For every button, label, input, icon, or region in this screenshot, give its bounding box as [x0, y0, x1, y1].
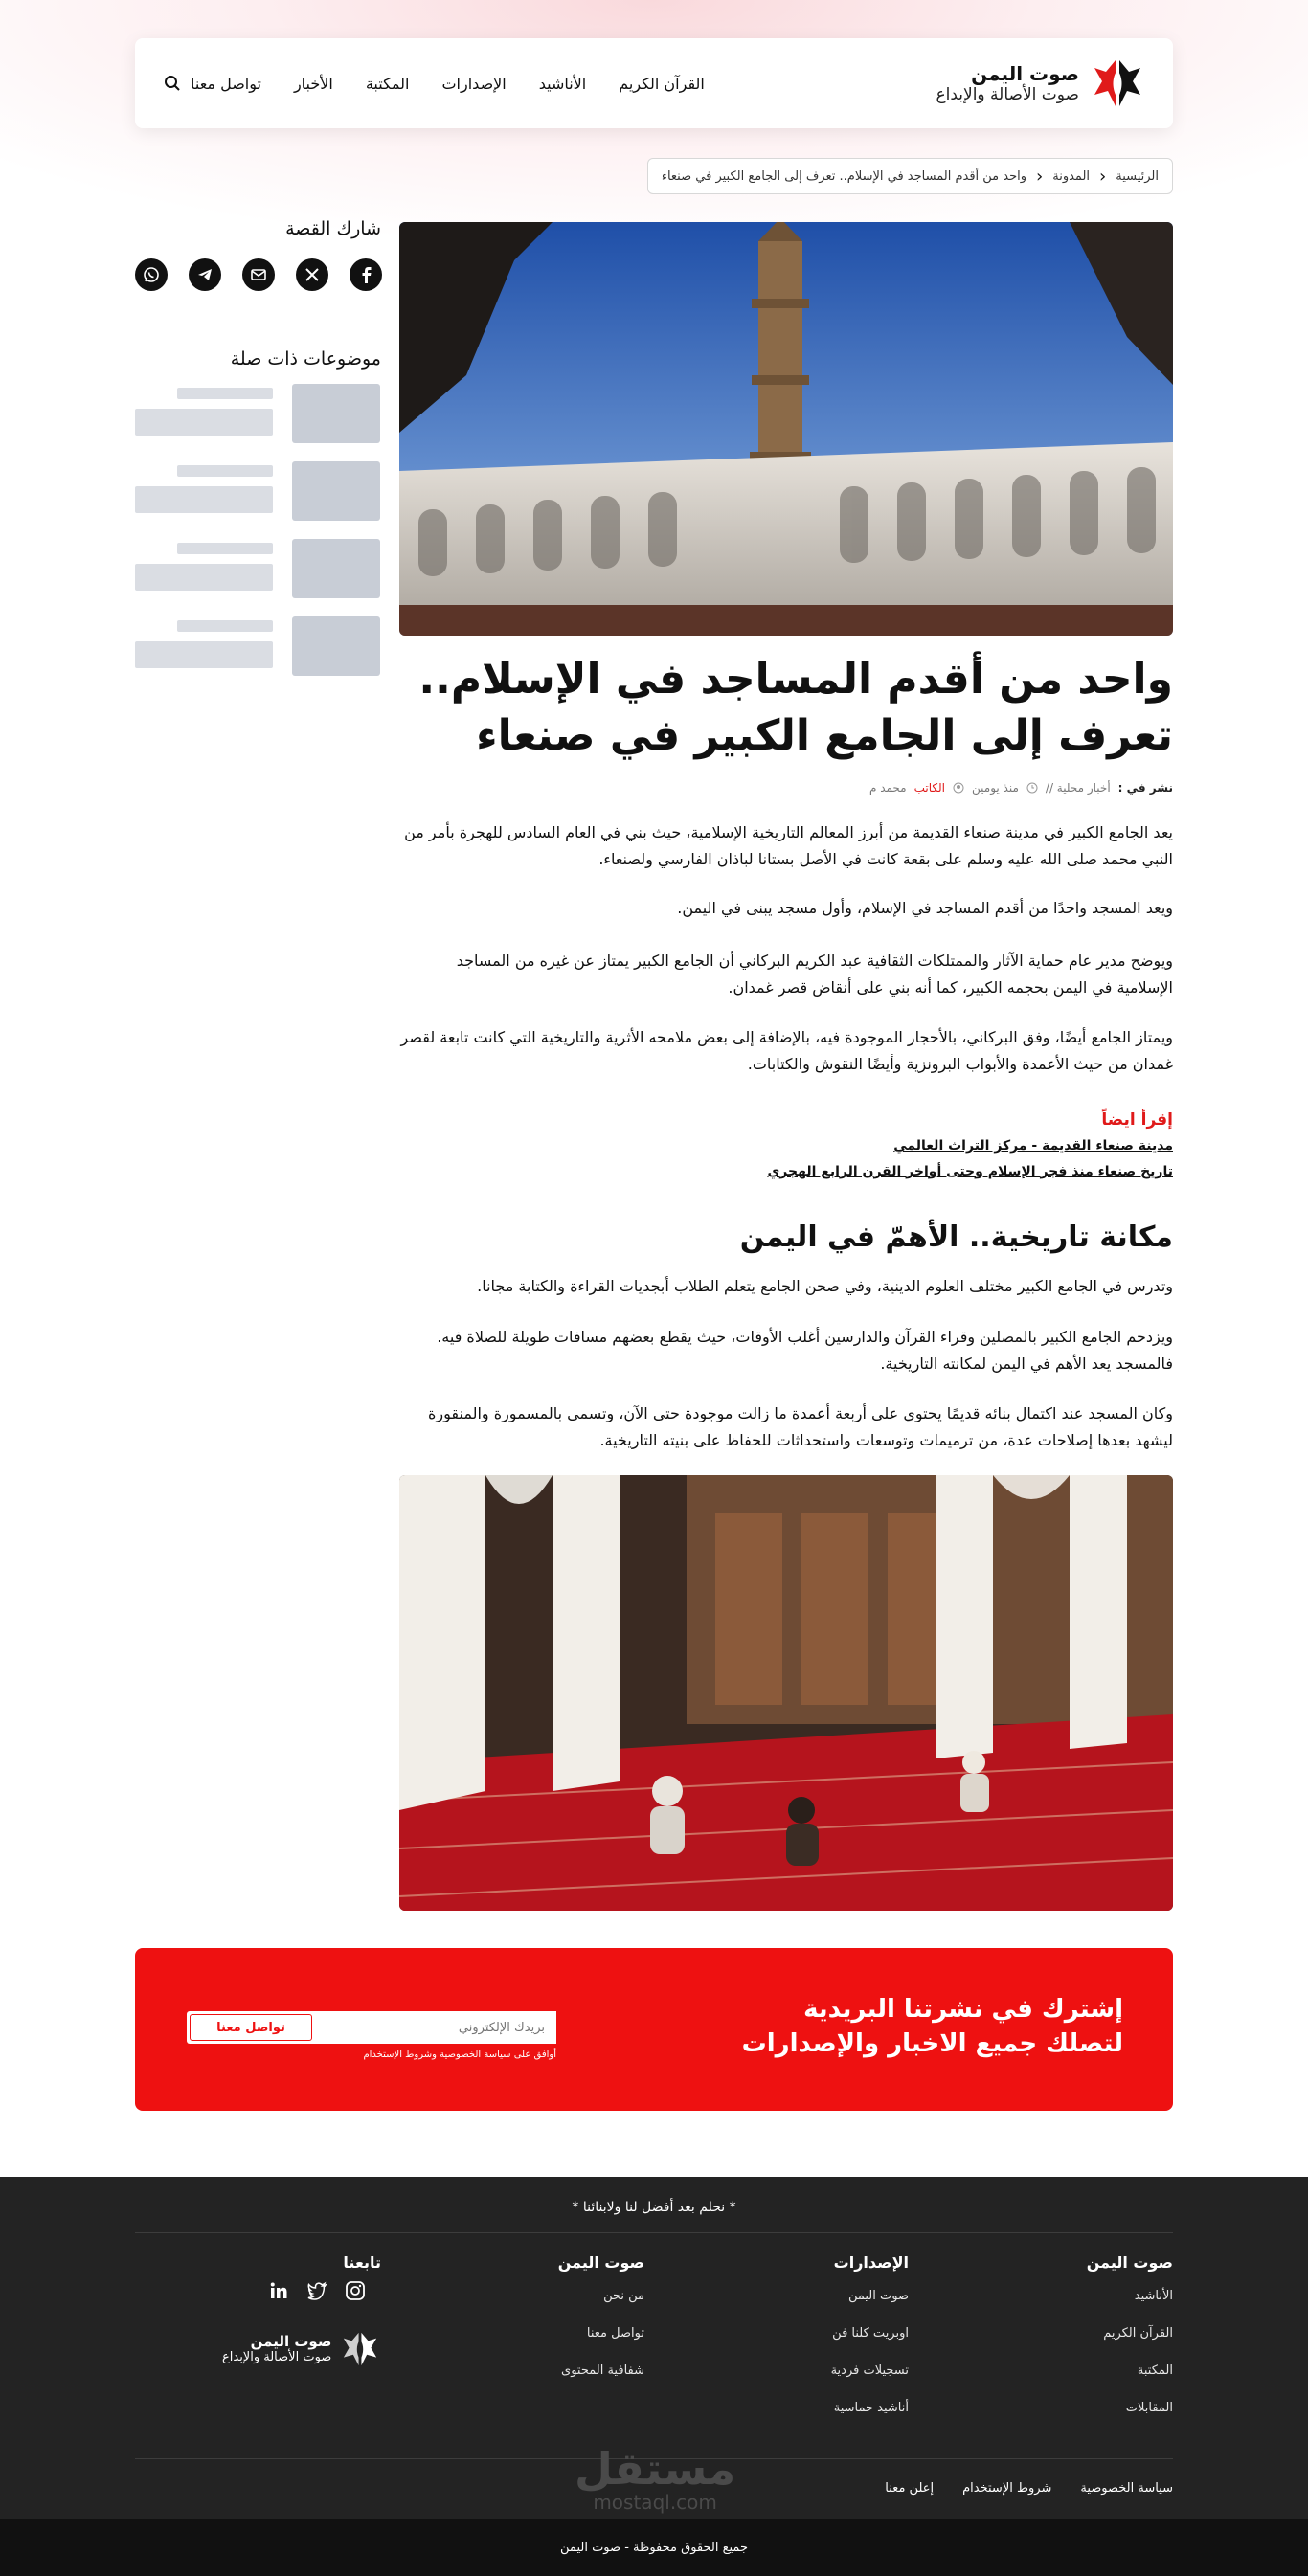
watermark-latin: mostaql.com [593, 2491, 717, 2514]
related-line-placeholder [135, 409, 273, 436]
footer-link[interactable]: القرآن الكريم [1103, 2326, 1173, 2341]
footer-col-title: صوت اليمن [1086, 2253, 1173, 2272]
read-also-title: إقرأ ايضاً [1101, 1110, 1173, 1130]
footer-link[interactable]: المكتبة [1137, 2363, 1173, 2378]
nav-anasheed[interactable]: الأناشيد [538, 74, 587, 93]
watermark-arabic: مستقل [575, 2443, 736, 2495]
twitter-icon[interactable] [306, 2280, 327, 2301]
footer-brand-name: صوت اليمن [250, 2333, 332, 2351]
email-icon[interactable] [242, 258, 275, 291]
newsletter-input-box [187, 2011, 556, 2044]
mostaql-watermark [575, 2443, 736, 2514]
footer-link[interactable]: شفافية المحتوى [561, 2363, 644, 2378]
share-title: شارك القصة [285, 218, 381, 239]
footer-col-releases [717, 2253, 909, 2438]
article-paragraph-6: ويزدحم الجامع الكبير بالمصلين وقراء القرآن والدارسين أغلب الأوقات، حيث يقطع بعضهم مسافات طويلة للصلاة فيه. فالمسجد يعد الأهم في اليمن لمكانته التاريخية. [437, 1328, 1173, 1373]
nav-library[interactable]: المكتبة [365, 74, 410, 93]
footer-link[interactable]: أناشيد حماسية [833, 2401, 909, 2415]
footer-social-icons [268, 2280, 366, 2301]
footer-privacy-link[interactable]: سياسة الخصوصية [1080, 2481, 1173, 2496]
article-paragraph-1: يعد الجامع الكبير في مدينة صنعاء القديمة من أبرز المعالم التاريخية الإسلامية، حيث بني في العام السادس للهجرة بأمر من النبي محمد صلى الله عليه وسلم على بقعة كانت في الأصل بستانا لباذان الفارسي ولصنعاء. [404, 823, 1173, 868]
article-paragraph-7: وكان المسجد عند اكتمال بنائه قديمًا يحتوي على أربعة أعمدة ما زالت موجودة حتى الآن، وتسمى بالمسمورة والمنقورة ليشهد بعدها إصلاحات عدة، من ترميمات وتوسعات واستحداثات للحفاظ على بنيته التاريخية. [428, 1404, 1173, 1449]
x-icon[interactable] [296, 258, 328, 291]
related-line-placeholder [177, 388, 273, 399]
brand-tagline: صوت الأصالة والإبداع [936, 84, 1079, 104]
footer-col-about [453, 2253, 644, 2401]
footer-link[interactable]: صوت اليمن [847, 2289, 909, 2303]
related-item[interactable] [135, 384, 380, 443]
footer-col-title: الإصدارات [833, 2253, 909, 2272]
chevron-left-icon: › [1099, 166, 1107, 187]
footer-col-site [981, 2253, 1173, 2438]
related-thumb-placeholder [292, 539, 380, 598]
meta-author-label: الكاتب [913, 781, 946, 795]
article-paragraph-5: وتدرس في الجامع الكبير مختلف العلوم الدينية، وفي صحن الجامع يتعلم الطلاب أبجديات القراءة والكتابة مجانا. [477, 1277, 1173, 1295]
related-title: موضوعات ذات صلة [230, 348, 381, 370]
related-item[interactable] [135, 461, 380, 521]
instagram-icon[interactable] [345, 2280, 366, 2301]
article-paragraph-2: ويعد المسجد واحدًا من أقدم المساجد في الإسلام، وأول مسجد يبنى في اليمن. [677, 899, 1173, 917]
brand[interactable] [936, 56, 1144, 110]
facebook-icon[interactable] [350, 258, 382, 291]
related-line-placeholder [177, 465, 273, 477]
meta-published-label: نشر في : [1117, 781, 1173, 795]
breadcrumb-home[interactable]: الرئيسية [1116, 168, 1159, 184]
linkedin-icon[interactable] [268, 2280, 289, 2301]
footer-link[interactable]: اوبريت كلنا فن [832, 2326, 909, 2341]
read-also-box [767, 1110, 1173, 1184]
article-title: واحد من أقدم المساجد في الإسلام.. تعرف إلى الجامع الكبير في صنعاء [418, 655, 1173, 761]
footer-link[interactable]: تسجيلات فردية [830, 2363, 909, 2378]
clock-icon [1026, 782, 1038, 794]
footer-col-title: تابعنا [343, 2253, 381, 2272]
brand-logo-icon [341, 2330, 379, 2368]
newsletter-email-input[interactable] [315, 2011, 556, 2044]
newsletter-heading [742, 1992, 1123, 2062]
footer-advertise-link[interactable]: إعلن معنا [885, 2481, 935, 2496]
related-line-placeholder [177, 543, 273, 554]
related-line-placeholder [135, 564, 273, 591]
newsletter-banner [135, 1948, 1173, 2111]
hero-image [399, 222, 1173, 636]
meta-time: منذ يومين [972, 781, 1019, 795]
meta-author[interactable]: محمد م [868, 781, 907, 795]
whatsapp-icon[interactable] [135, 258, 168, 291]
breadcrumb-blog[interactable]: المدونة [1052, 168, 1091, 184]
copyright-bar [0, 2519, 1308, 2576]
article-image-prayer-hall [399, 1475, 1173, 1911]
newsletter-line-1: إشترك في نشرتنا البريدية [803, 1995, 1123, 2024]
meta-category[interactable]: أخبار محلية // [1045, 781, 1111, 795]
nav-releases[interactable]: الإصدارات [441, 74, 507, 93]
footer-logo[interactable] [222, 2330, 379, 2368]
footer-terms-link[interactable]: شروط الإستخدام [962, 2481, 1052, 2496]
brand-name: صوت اليمن [971, 61, 1079, 85]
read-also-link-2[interactable]: تاريخ صنعاء منذ فجر الإسلام وحتى أواخر القرن الرابع الهجري [767, 1163, 1173, 1179]
main-nav [164, 75, 705, 93]
footer-tagline: * نحلم بغد أفضل لنا ولابنائنا * [572, 2200, 736, 2215]
breadcrumb-current: واحد من أقدم المساجد في الإسلام.. تعرف إلى الجامع الكبير في صنعاء [661, 168, 1027, 184]
related-thumb-placeholder [292, 461, 380, 521]
footer-brand-tagline: صوت الأصالة والإبداع [222, 2350, 332, 2365]
brand-logo-icon [1091, 56, 1144, 110]
chevron-left-icon: › [1036, 166, 1044, 187]
related-item[interactable] [135, 616, 380, 676]
share-icons [135, 258, 382, 291]
footer-bottom-links [885, 2481, 1173, 2496]
newsletter-line-2: لتصلك جميع الاخبار والإصدارات [741, 2029, 1123, 2059]
footer-link[interactable]: من نحن [603, 2289, 644, 2303]
newsletter-terms-note[interactable]: أوافق على سياسة الخصوصية وشروط الإستخدام [363, 2050, 556, 2060]
site-header [135, 38, 1173, 128]
search-icon[interactable] [164, 75, 181, 92]
nav-contact-group [164, 75, 261, 93]
footer-link[interactable]: المقابلات [1125, 2401, 1173, 2415]
related-line-placeholder [177, 620, 273, 632]
telegram-icon[interactable] [189, 258, 221, 291]
footer-divider [135, 2232, 1173, 2233]
newsletter-subscribe-button[interactable]: تواصل معنا [190, 2014, 312, 2041]
user-icon [953, 782, 964, 794]
nav-quran[interactable]: القرآن الكريم [619, 74, 705, 93]
related-list [135, 384, 380, 694]
related-line-placeholder [135, 641, 273, 668]
copyright-text: جميع الحقوق محفوظة - صوت اليمن [560, 2540, 748, 2555]
related-item[interactable] [135, 539, 380, 598]
read-also-link-1[interactable]: مدينة صنعاء القديمة - مركز التراث العالمي [893, 1138, 1173, 1154]
related-thumb-placeholder [292, 384, 380, 443]
article-paragraph-4: ويمتاز الجامع أيضًا، وفق البركاني، بالأحجار الموجودة فيه، بالإضافة إلى بعض ملامحه الأثرية والتاريخية التي كانت تابعة لقصر غمدان من حيث الأعمدة والأبواب البرونزية وأيضًا النقوش والكتابات. [400, 1028, 1173, 1073]
article-meta [869, 781, 1173, 795]
breadcrumb [647, 158, 1173, 194]
related-line-placeholder [135, 486, 273, 513]
site-footer [0, 2177, 1308, 2519]
footer-link[interactable]: الأناشيد [1134, 2289, 1173, 2303]
article-paragraph-3: ويوضح مدير عام حماية الآثار والممتلكات الثقافية عبد الكريم البركاني أن الجامع الكبير يمتاز عن غيره من المساجد الإسلامية في اليمن بحجمه الكبير، كما أنه بني على أنقاض قصر غمدان. [456, 952, 1173, 997]
footer-col-title: صوت اليمن [557, 2253, 644, 2272]
footer-link[interactable]: تواصل معنا [586, 2326, 644, 2341]
section-heading: مكانة تاريخية.. الأهمّ في اليمن [739, 1221, 1173, 1254]
newsletter-form [187, 2011, 556, 2060]
nav-contact[interactable]: تواصل معنا [191, 74, 261, 93]
related-thumb-placeholder [292, 616, 380, 676]
nav-news[interactable]: الأخبار [293, 74, 333, 93]
